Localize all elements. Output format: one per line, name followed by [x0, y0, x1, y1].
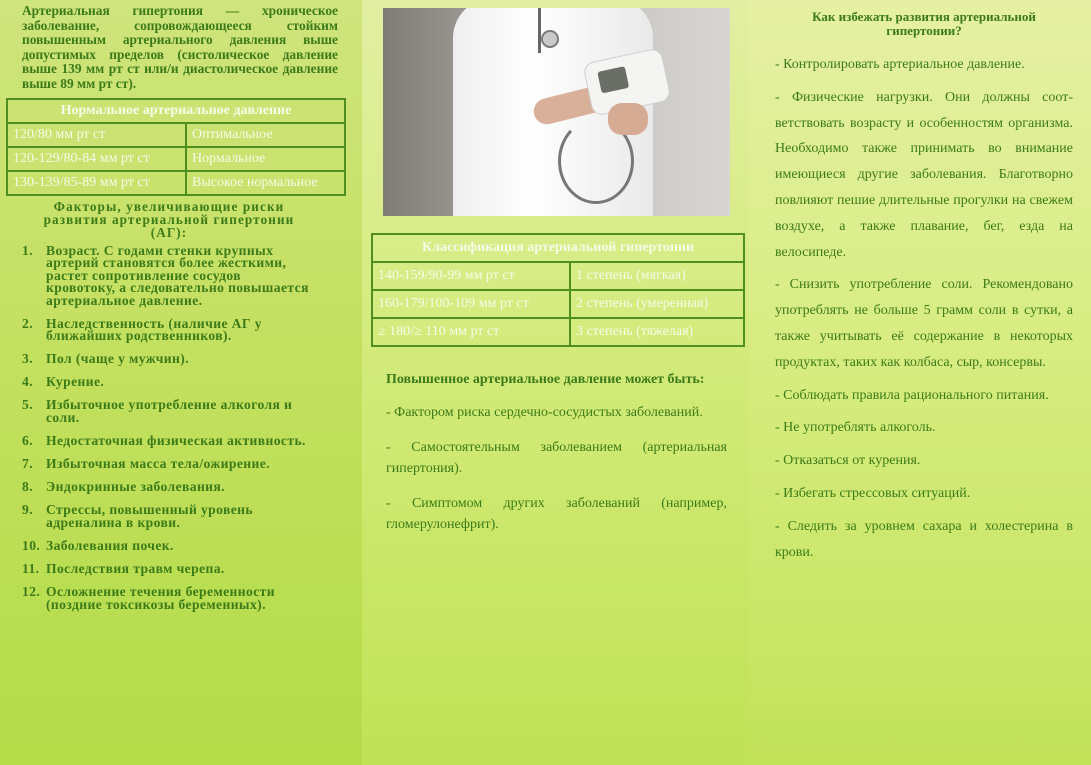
list-text: Возраст. С годами стенки крупных артерий становятся более жесткими, растет сопротивление сосудов кровотоку, а следовательно повышается артериальное давление.	[46, 242, 309, 308]
paragraph: - Физические нагрузки. Они должны соответствовать возрасту и особенностям организма. Необходимо также принимать во внимание имеющиеся другие заболевания. Благотворно повлияют пешие длительные прогулки на свежем воздухе, а также плавание, бег, езда на велосипеде.	[775, 89, 1073, 260]
list-text: Заболевания почек.	[46, 537, 174, 553]
list-item	[22, 242, 310, 308]
list-text: Недостаточная физическая активность.	[46, 433, 306, 449]
right-panel	[749, 0, 1091, 765]
classification-table-title: Классификация артериальной гипертонии	[372, 234, 744, 262]
table-cell-value: 120/80 мм рт ст	[7, 123, 186, 147]
list-number: 1.	[22, 242, 33, 258]
list-item	[22, 481, 310, 494]
list-item	[22, 563, 310, 576]
paragraph: - Избегать стрессовых ситуаций.	[775, 485, 971, 501]
elevated-pressure-section	[386, 369, 727, 535]
table-cell-label: Высокое нормальное	[186, 171, 345, 195]
list-text: Пол (чаще у мужчин).	[46, 351, 189, 367]
list-item	[22, 353, 310, 366]
list-text: Наследственность (наличие АГ у ближайших родственников).	[46, 315, 262, 344]
section-heading: Повышенное артериальное давление может быть:	[386, 372, 705, 387]
table-cell-value: 120-129/80-84 мм рт ст	[7, 147, 186, 171]
normal-pressure-table	[6, 98, 346, 196]
paragraph: - Следить за уровнем сахара и холестерина в крови.	[775, 518, 1073, 560]
list-number: 7.	[22, 456, 33, 472]
list-number: 9.	[22, 502, 33, 518]
stethoscope-chestpiece-icon	[541, 30, 559, 48]
list-text: Эндокринные заболевания.	[46, 479, 225, 495]
list-text: Избыточная масса тела/ожирение.	[46, 456, 270, 472]
list-item	[22, 504, 310, 529]
list-item	[22, 315, 310, 344]
table-cell-value: 160-179/100-109 мм рт ст	[372, 290, 570, 318]
middle-panel	[362, 0, 749, 765]
table-row	[372, 262, 744, 290]
table-row	[7, 171, 345, 195]
list-number: 5.	[22, 397, 33, 413]
list-number: 11.	[22, 561, 40, 576]
factors-title: Факторы, увеличивающие риски развития артериальной гипертонии (АГ):	[43, 198, 295, 240]
paragraph: - Снизить употребление соли. Рекомендовано употреблять не больше 5 грамм соли в сутки, а также учитывать её содержание в некоторых продуктах, таких как колбаса, сыр, консервы.	[775, 277, 1073, 370]
list-number: 6.	[22, 433, 33, 449]
paragraph: - Контролировать артериальное давление.	[775, 57, 1025, 72]
list-number: 12.	[22, 584, 41, 600]
classification-table	[371, 233, 745, 347]
list-text: Избыточное употребление алкоголя и соли.	[46, 397, 293, 425]
table-cell-label: Оптимальное	[186, 123, 345, 147]
table-cell-label: Нормальное	[186, 147, 345, 171]
paragraph: - Отказаться от курения.	[775, 453, 921, 469]
intro-text: Артериальная гипертония — хроническое заболевание, сопровождающееся стойким повышенным артериального давления выше допустимых пределов (систолическое давление выше 139 мм рт ст или/и диастолическое давление выше 89 мм рт ст).	[22, 3, 338, 91]
paragraph: - Соблюдать правила рационального питания.	[775, 387, 1049, 403]
paragraph: - Симптомом других заболеваний (например, гломерулонефрит).	[386, 496, 727, 532]
left-panel	[0, 0, 362, 765]
table-row	[7, 123, 345, 147]
hand-shape	[608, 103, 648, 135]
list-number: 4.	[22, 374, 33, 390]
table-row	[372, 318, 744, 346]
list-number: 2.	[22, 315, 33, 331]
list-item	[22, 458, 310, 471]
paragraph: - Не употреблять алкоголь.	[775, 420, 936, 436]
list-number: 10.	[22, 537, 41, 553]
list-item	[22, 376, 310, 389]
paragraph: - Самостоятельным заболеванием (артериальная гипертония).	[386, 440, 727, 476]
list-number: 8.	[22, 479, 33, 495]
list-item	[22, 586, 310, 611]
table-row	[7, 147, 345, 171]
normal-table-title: Нормальное артериальное давление	[7, 99, 345, 123]
prevention-title: Как избежать развития артериальной гипертонии?	[812, 9, 1036, 38]
doctor-blood-pressure-photo	[383, 8, 730, 216]
list-text: Осложнение течения беременности (поздние токсикозы беременных).	[46, 584, 275, 612]
table-cell-value: 130-139/85-89 мм рт ст	[7, 171, 186, 195]
table-cell-label: 3 степень (тяжелая)	[570, 318, 744, 346]
list-text: Стрессы, повышенный уровень адреналина в крови.	[46, 502, 253, 530]
factors-list	[6, 242, 356, 612]
table-cell-label: 2 степень (умеренная)	[570, 290, 744, 318]
table-cell-value: ≥ 180/≥ 110 мм рт ст	[372, 318, 570, 346]
list-item	[22, 399, 310, 424]
list-item	[22, 537, 310, 553]
table-cell-label: 1 степень (мягкая)	[570, 262, 744, 290]
paragraph: - Фактором риска сердечно-сосудистых заболеваний.	[386, 405, 703, 420]
prevention-body	[775, 52, 1073, 565]
list-number: 3.	[22, 351, 33, 367]
table-row	[372, 290, 744, 318]
list-item	[22, 435, 310, 448]
list-text: Последствия травм черепа.	[46, 561, 225, 576]
list-text: Курение.	[46, 374, 105, 390]
table-cell-value: 140-159/90-99 мм рт ст	[372, 262, 570, 290]
